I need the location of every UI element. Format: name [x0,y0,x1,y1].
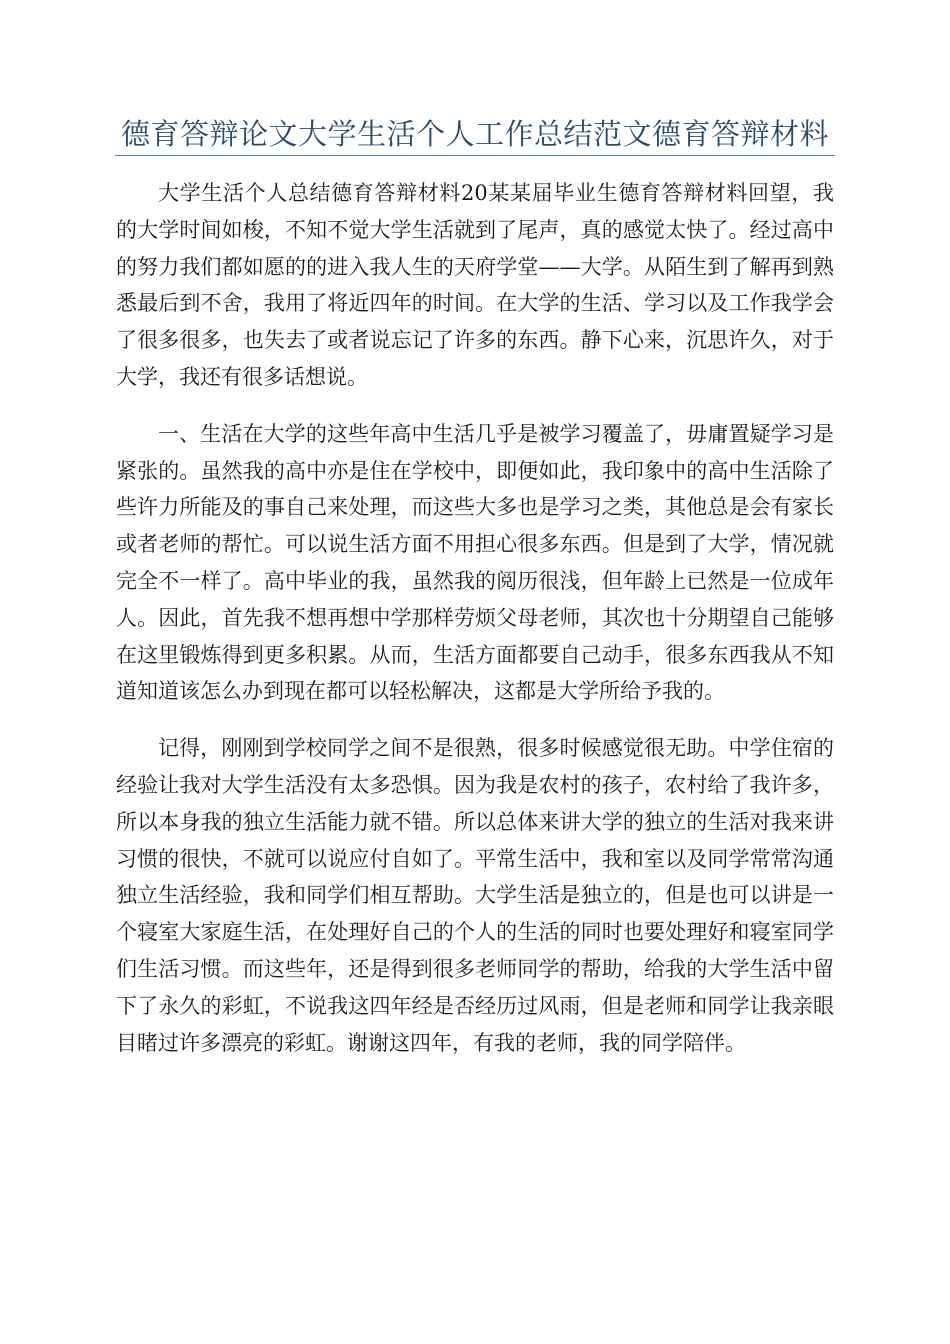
paragraph-life: 一、生活在大学的这些年高中生活几乎是被学习覆盖了，毋庸置疑学习是紧张的。虽然我的高中亦是住在学校中，即便如此，我印象中的高中生活除了些许力所能及的事自己来处理，而这些大多也是学习之类，其他总是会有家长或者老师的帮忙。可以说生活方面不用担心很多东西。但是到了大学，情况就完全不一样了。高中毕业的我，虽然我的阅历很浅，但年龄上已然是一位成年人。因此，首先我不想再想中学那样劳烦父母老师，其次也十分期望自己能够在这里锻炼得到更多积累。从而，生活方面都要自己动手，很多东西我从不知道知道该怎么办到现在都可以轻松解决，这都是大学所给予我的。 [116,421,834,704]
paragraph-intro: 大学生活个人总结德育答辩材料20某某届毕业生德育答辩材料回望，我的大学时间如梭，不知不觉大学生活就到了尾声，真的感觉太快了。经过高中的努力我们都如愿的的进入我人生的天府学堂——大学。从陌生到了解再到熟悉最后到不舍，我用了将近四年的时间。在大学的生活、学习以及工作我学会了很多很多，也失去了或者说忘记了许多的东西。静下心来，沉思许久，对于大学，我还有很多话想说。 [116,181,834,389]
title-underline [115,155,835,156]
document-title: 德育答辩论文大学生活个人工作总结范文德育答辩材料 [120,117,829,151]
document-body [116,175,834,1081]
paragraph-memories: 记得，刚刚到学校同学之间不是很熟，很多时候感觉很无助。中学住宿的经验让我对大学生活没有太多恐惧。因为我是农村的孩子，农村给了我许多，所以本身我的独立生活能力就不错。所以总体来讲大学的独立的生活对我来讲习惯的很快，不就可以说应付自如了。平常生活中，我和室以及同学常常沟通独立生活经验，我和同学们相互帮助。大学生活是独立的，但是也可以讲是一个寝室大家庭生活，在处理好自己的个人的生活的同时也要处理好和寝室同学们生活习惯。而这些年，还是得到很多老师同学的帮助，给我的大学生活中留下了永久的彩虹，不说我这四年经是否经历过风雨，但是老师和同学让我亲眼目睹过许多漂亮的彩虹。谢谢这四年，有我的老师，我的同学陪伴。 [116,736,834,1055]
